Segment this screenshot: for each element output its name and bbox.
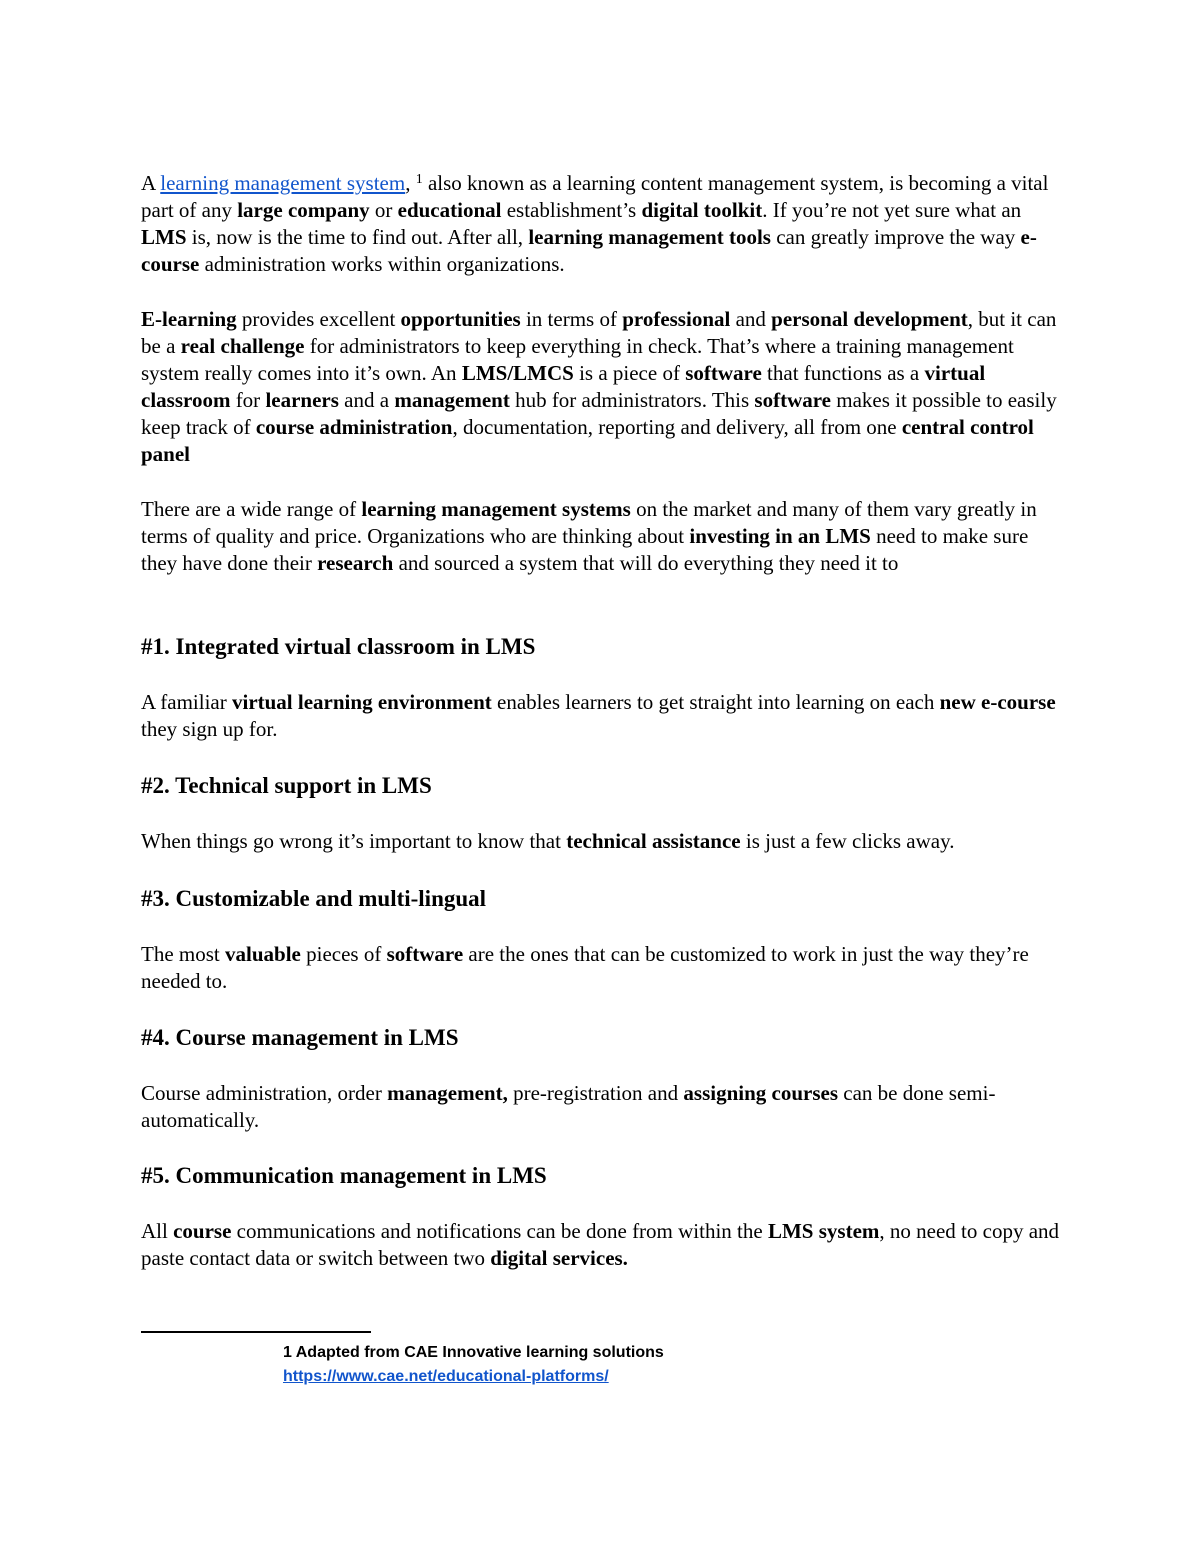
text-run: they sign up for. [141,717,278,741]
text-run: The most [141,942,225,966]
bold-term: opportunities [400,307,521,331]
bold-term: digital toolkit [641,198,763,222]
bold-term: LMS system [767,1219,880,1243]
text-run: enables learners to get straight into learning on each [491,690,940,714]
bold-term: management [394,388,510,412]
text-run: for administrators to keep everything in check. That’s where a training management system really comes into it’s own. An [141,334,1014,385]
text-run: can be done semi-automatically. [141,1081,996,1132]
section-body-4 [141,1080,1066,1134]
text-run: All [141,1219,174,1243]
bold-term: LMS/LMCS [461,361,574,385]
text-run: that functions as a [761,361,925,385]
text-run: is just a few clicks away. [740,829,955,853]
text-run: are the ones that can be customized to work in just the way they’re needed to. [141,942,1029,993]
bold-term: digital services. [490,1246,628,1270]
text-run: provides excellent [236,307,401,331]
text-run: communications and notifications can be done from within the [231,1219,768,1243]
bold-term: learning management systems [361,497,631,521]
text-run: and a [338,388,395,412]
footnote [283,1341,664,1389]
text-run: , [405,171,416,195]
text-run: , documentation, reporting and delivery, all from one [452,415,902,439]
bold-term: investing in an LMS [689,524,871,548]
bold-term: management, [387,1081,508,1105]
text-run: need to make sure they have done their [141,524,1029,575]
section-body-5 [141,1218,1066,1272]
bold-term: research [317,551,394,575]
text-run: establishment’s [501,198,642,222]
bold-term: software [386,942,464,966]
text-run: There are a wide range of [141,497,362,521]
text-run: also known as a learning content management system, is becoming a vital part of any [141,171,1049,222]
text-run: on the market and many of them vary greatly in terms of quality and price. Organizations who are thinking about [141,497,1037,548]
section-heading-2: #2. Technical support in LMS [141,773,432,798]
section-heading-5: #5. Communication management in LMS [141,1163,547,1188]
bold-term: valuable [225,942,301,966]
footnote-url-link[interactable]: https://www.cae.net/educational-platforms/ [283,1368,609,1385]
text-run: makes it possible to easily keep track of [141,388,1057,439]
bold-term: course [173,1219,232,1243]
text-run: can greatly improve the way [770,225,1021,249]
text-run: is a piece of [573,361,686,385]
section-heading-4: #4. Course management in LMS [141,1025,459,1050]
text-run: is, now is the time to find out. After all, [186,225,529,249]
bold-term: course administration [255,415,453,439]
bold-term: technical assistance [566,829,741,853]
text-run: pre-registration and [507,1081,684,1105]
text-run: Course administration, order [141,1081,388,1105]
bold-term: software [685,361,762,385]
text-run: , but it can be a [141,307,1057,358]
intro-paragraph-2 [141,306,1066,468]
section-body-3 [141,941,1066,995]
footnote-separator [141,1331,371,1333]
text-run: or [369,198,398,222]
intro-paragraph-1 [141,170,1066,278]
text-run: pieces of [300,942,387,966]
text-run: , no need to copy and paste contact data or switch between two [141,1219,1060,1270]
bold-term: virtual classroom [141,361,986,412]
bold-term: virtual learning environment [231,690,492,714]
section-body-1 [141,689,1066,743]
bold-term: software [754,388,831,412]
text-run: hub for administrators. This [509,388,755,412]
bold-term: new e-course [939,690,1056,714]
text-run: A familiar [141,690,232,714]
text-run: and sourced a system that will do everything they need it to [393,551,899,575]
section-heading-1: #1. Integrated virtual classroom in LMS [141,634,536,659]
section-body-2 [141,828,1066,855]
bold-term: personal development [771,307,968,331]
section-heading-3: #3. Customizable and multi-lingual [141,886,487,911]
bold-term: professional [622,307,731,331]
text-run: for [230,388,266,412]
bold-term: real challenge [180,334,305,358]
bold-term: E-learning [141,307,237,331]
bold-term: learners [265,388,339,412]
bold-term: e-course [141,225,1037,276]
text-run: in terms of [520,307,623,331]
bold-term: assigning courses [683,1081,838,1105]
text-run: A [141,171,161,195]
text-run: When things go wrong it’s important to know that [141,829,567,853]
text-run: administration works within organizations. [199,252,565,276]
bold-term: educational [397,198,502,222]
text-run: . If you’re not yet sure what an [762,198,1022,222]
bold-term: central control panel [141,415,1034,466]
bold-term: LMS [141,225,187,249]
bold-term: learning management tools [528,225,771,249]
lms-link[interactable]: learning management system [160,171,406,195]
intro-paragraph-3 [141,496,1066,577]
footnote-text: 1 Adapted from CAE Innovative learning solutions [283,1344,664,1361]
bold-term: large company [237,198,370,222]
footnote-reference[interactable]: 1 [415,172,423,187]
text-run: and [730,307,772,331]
